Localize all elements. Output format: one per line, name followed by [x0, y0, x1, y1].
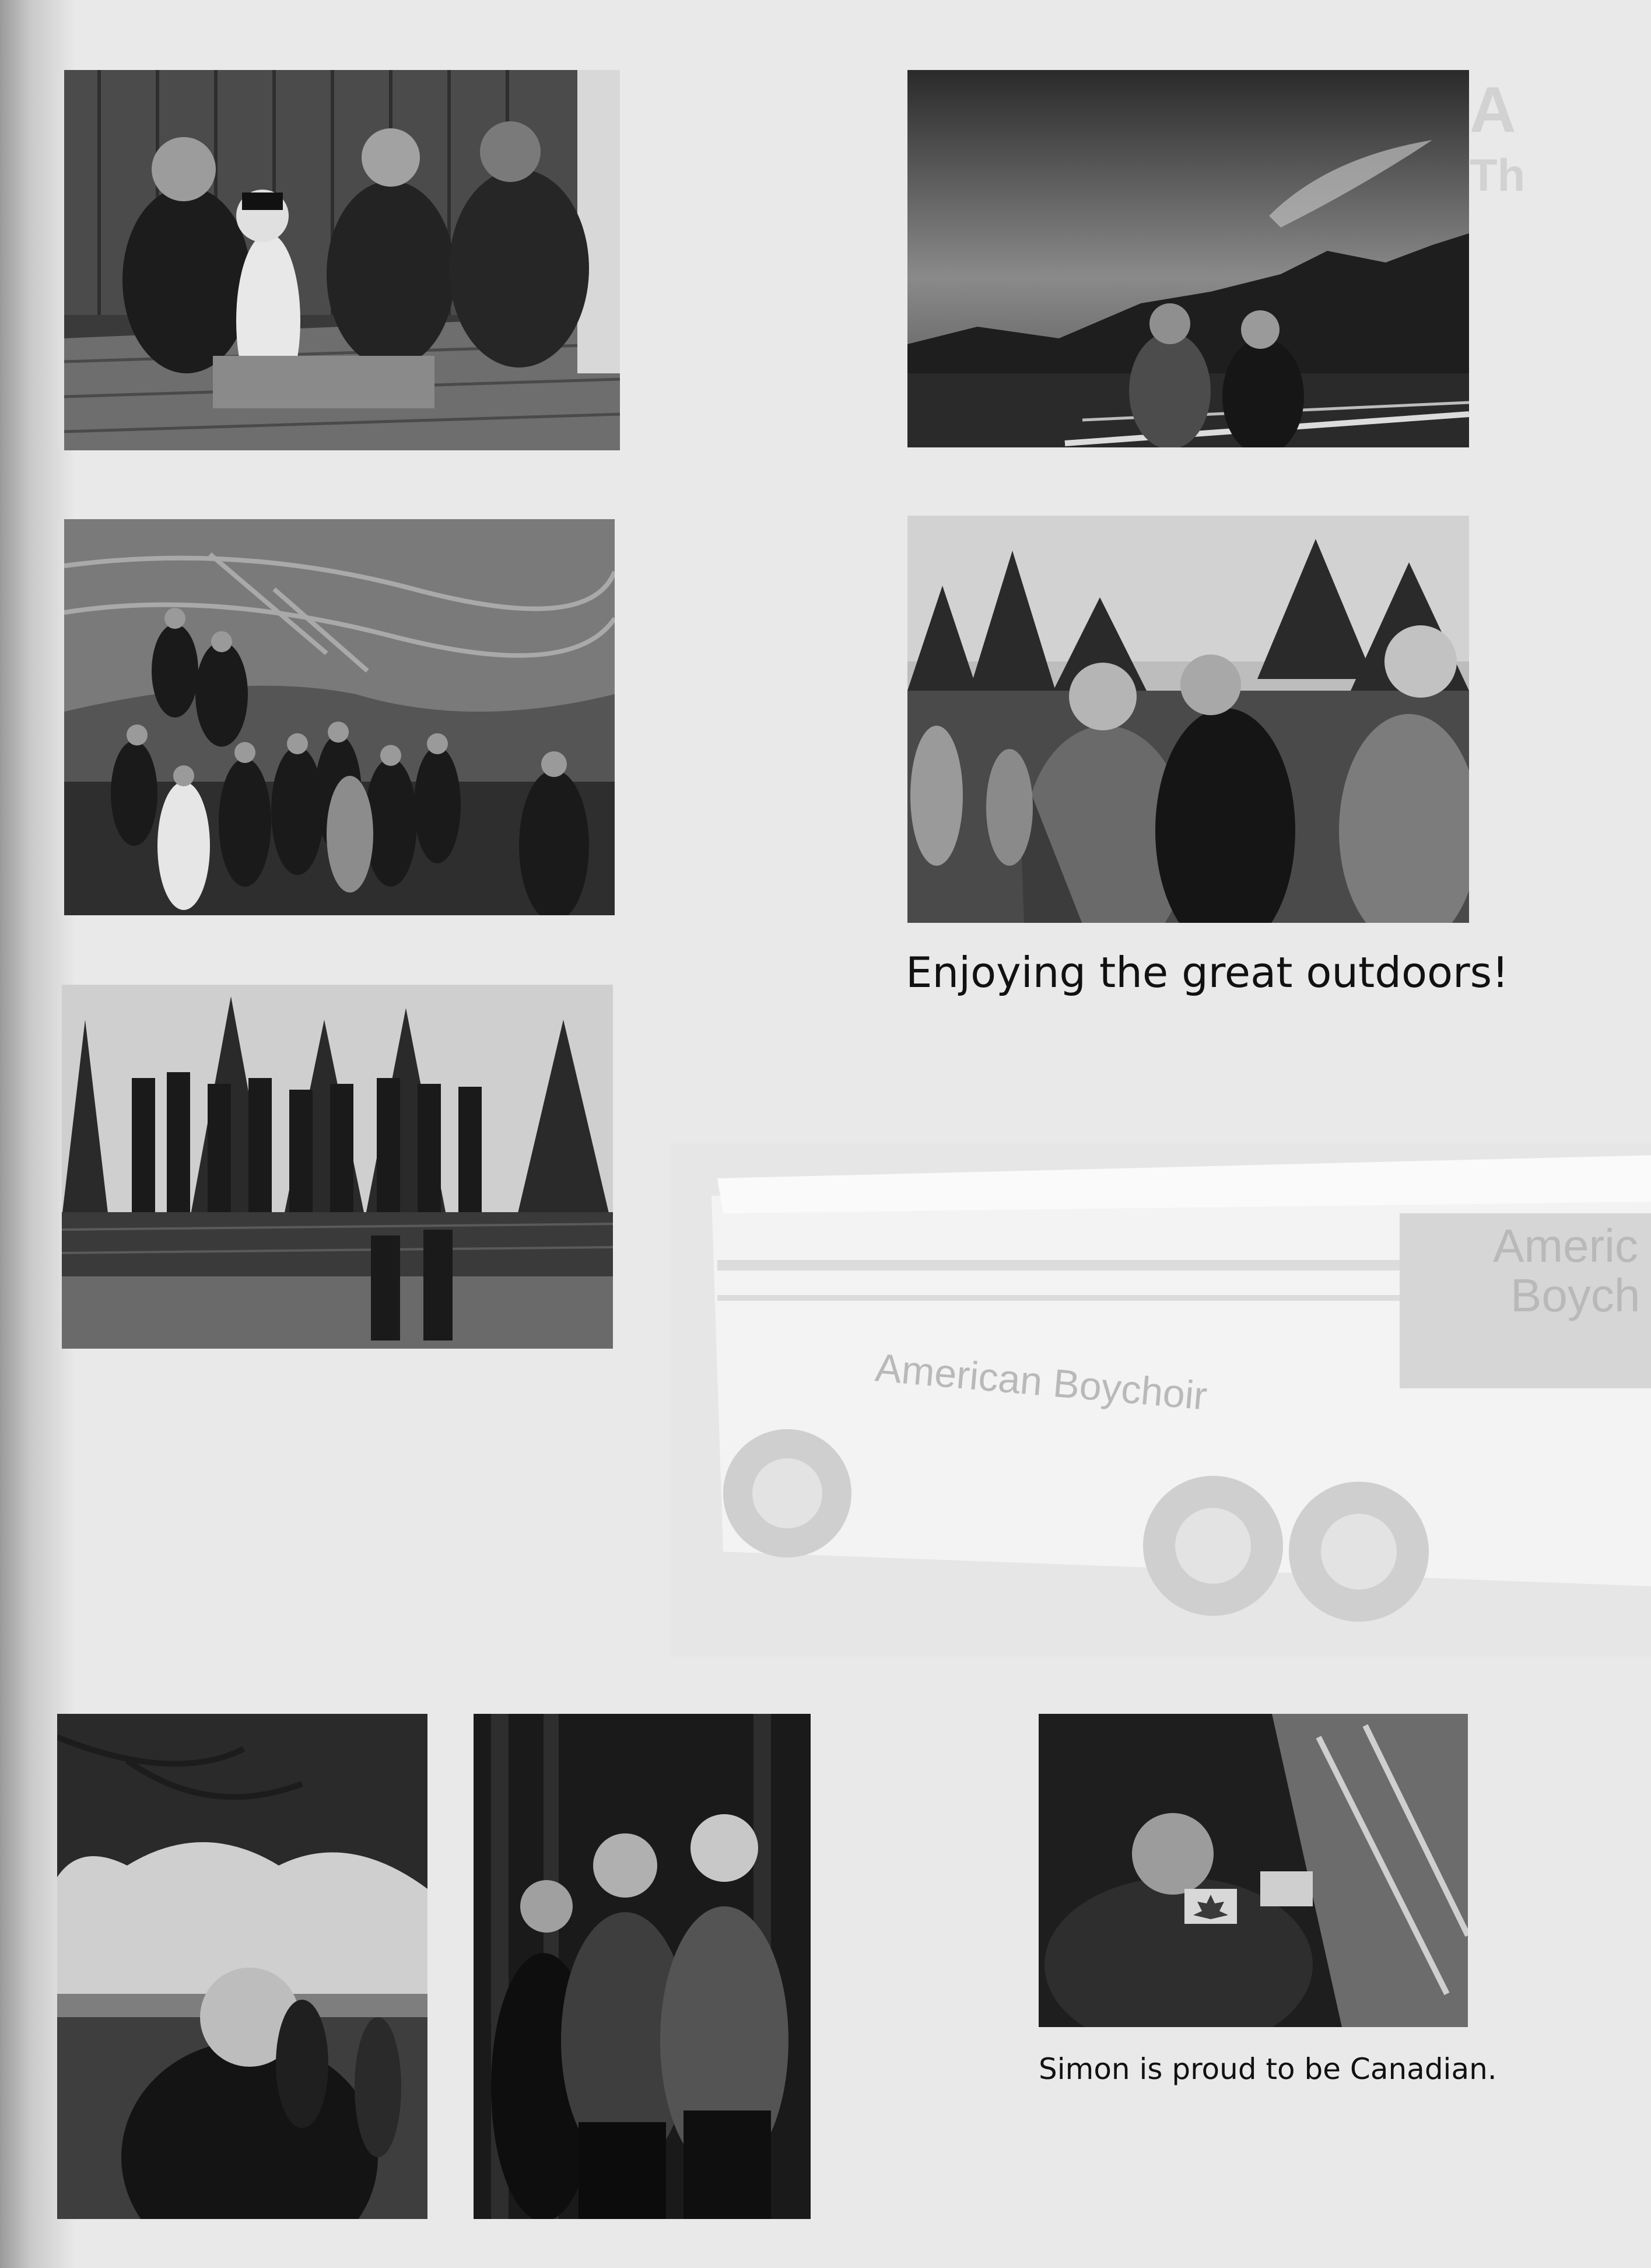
- photo-icon: [907, 70, 1469, 447]
- faded-heading: A: [1470, 74, 1516, 146]
- photo-icon: [64, 70, 620, 450]
- photo-simon-with-canadian-flag: [1039, 1714, 1468, 2027]
- photo-icon: [62, 985, 613, 1349]
- faded-subheading: Th: [1470, 149, 1526, 201]
- caption-outdoors: Enjoying the great outdoors!: [906, 948, 1509, 997]
- photo-icon: [907, 516, 1469, 923]
- photo-boys-in-forest-with-blankets: [907, 516, 1469, 923]
- photo-boys-at-mountain-railing: [907, 70, 1469, 447]
- photo-three-boys-in-woods: [474, 1714, 811, 2219]
- photo-icon: [64, 519, 615, 915]
- bus-rear-text-1: Americ: [1493, 1220, 1638, 1272]
- photo-icon: [57, 1714, 427, 2219]
- photo-group-on-fallen-log: [62, 985, 613, 1349]
- bus-rear-text-2: Boych: [1510, 1269, 1641, 1321]
- caption-simon: Simon is proud to be Canadian.: [1039, 2052, 1497, 2086]
- photo-group-on-rocks: [64, 519, 615, 915]
- photo-icon: [1039, 1714, 1468, 2027]
- photo-boys-with-dalmatian: [64, 70, 620, 450]
- photo-woman-on-path-under-trees: [57, 1714, 427, 2219]
- photo-icon: [474, 1714, 811, 2219]
- bus-side-text: American Boychoir: [873, 1345, 1209, 1419]
